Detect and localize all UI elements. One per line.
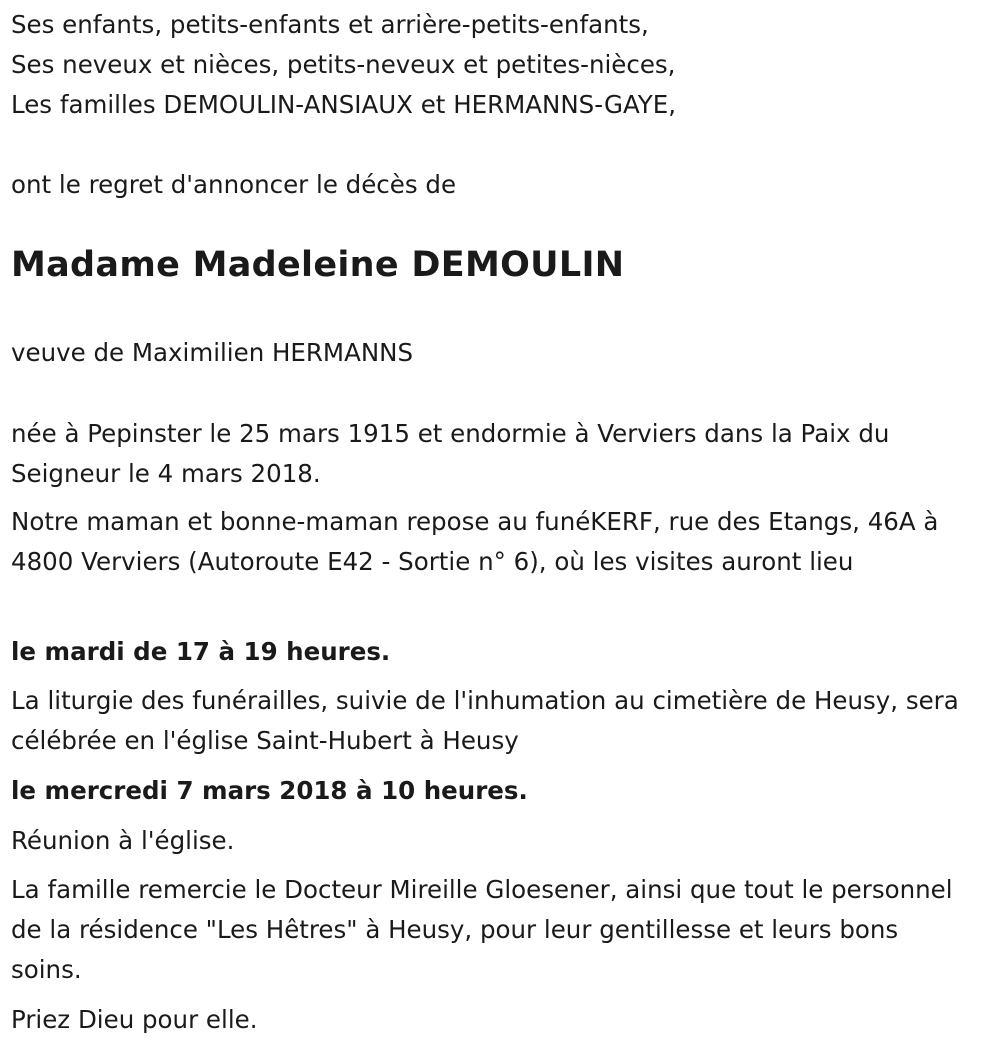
family-line-families: Les familles DEMOULIN-ANSIAUX et HERMANNS-GAYE, — [11, 90, 677, 119]
funeral-info-text: La liturgie des funérailles, suivie de l'inhumation au cimetière de Heusy, sera célébrée en l'église Saint-Hubert à Heusy — [11, 686, 959, 755]
birth-death-text: née à Pepinster le 25 mars 1915 et endormie à Verviers dans la Paix du Seigneur le 4 mars 2018. — [11, 419, 890, 488]
prayer-text: Priez Dieu pour elle. — [11, 1005, 258, 1034]
funeral-time-text: le mercredi 7 mars 2018 à 10 heures. — [11, 776, 528, 805]
announcement-text: ont le regret d'annoncer le décès de — [11, 170, 457, 199]
thanks-text: La famille remercie le Docteur Mireille Gloesener, ainsi que tout le personnel de la résidence "Les Hêtres" à Heusy, pour leur gentillesse et leurs bons soins. — [11, 875, 953, 984]
rest-location-text: Notre maman et bonne-maman repose au funéKERF, rue des Etangs, 46A à 4800 Verviers (Autoroute E42 - Sortie n° 6), où les visites auront lieu — [11, 507, 939, 576]
deceased-name: Madame Madeleine DEMOULIN — [11, 245, 625, 285]
visit-time-text: le mardi de 17 à 19 heures. — [11, 637, 391, 666]
widow-of-text: veuve de Maximilien HERMANNS — [11, 338, 414, 367]
meeting-text: Réunion à l'église. — [11, 826, 235, 855]
family-line-children: Ses enfants, petits-enfants et arrière-petits-enfants, — [11, 10, 649, 39]
family-line-nephews: Ses neveux et nièces, petits-neveux et petites-nièces, — [11, 50, 676, 79]
